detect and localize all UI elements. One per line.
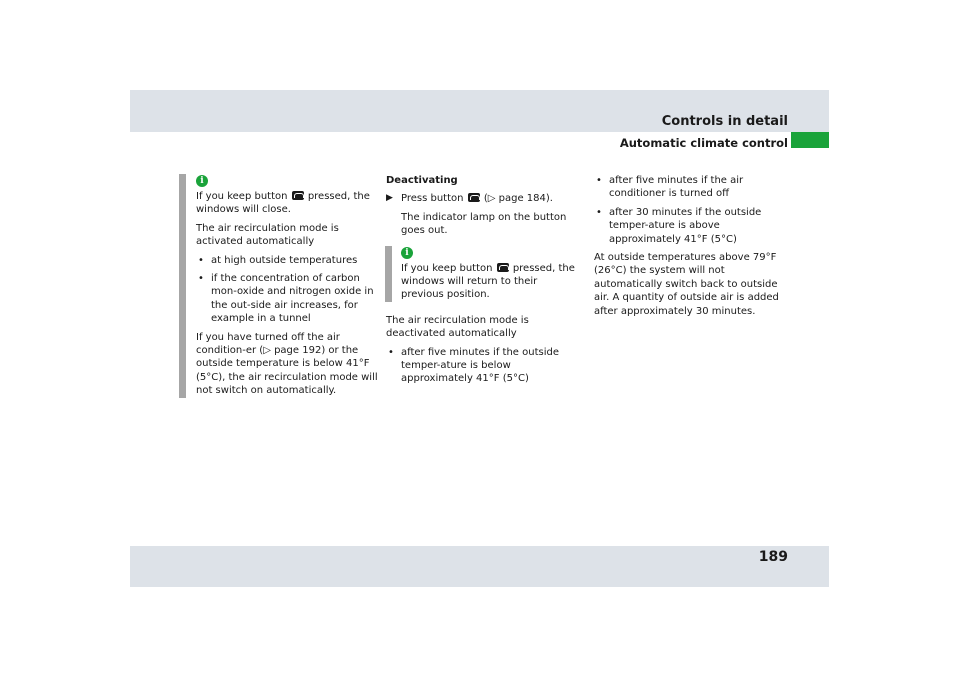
info-icon: i [401,247,413,259]
note-bar [385,246,392,302]
page-ref-arrow-icon: ▷ [263,345,271,357]
column-1 [196,174,378,410]
note-paragraph: If you have turned off the air condition-er (▷ page 192) or the outside temperature is below 41°F (5°C), the air recirculation mode will not switch on automatically. [196,331,378,397]
paragraph: At outside temperatures above 79°F (26°C) the system will not automatically switch back to outside air. A quantity of outside air is added after approximately 30 minutes. [594,252,779,317]
recirculation-button-icon [468,193,480,202]
info-note [196,174,378,398]
column-2 [386,174,581,391]
note-text: If you keep button pressed, the windows will close. [196,191,370,216]
recirculation-button-icon [497,263,509,272]
note-bar [179,174,186,398]
page-section-title: Automatic climate control [619,136,788,150]
page-reference[interactable]: page 192 [270,345,322,357]
section-heading: Deactivating [386,175,458,186]
instruction-step: ▶ Press button (▷ page 184). [386,193,553,205]
recirculation-button-icon [292,191,304,200]
column-3 [594,174,794,323]
list-item: • after five minutes if the outside temper-ature is below approximately 41°F (5°C) [386,346,581,386]
paragraph: The air recirculation mode is deactivated automatically [386,314,529,340]
list-item: • if the concentration of carbon mon-oxide and nitrogen oxide in the out-side air increases, for example in a tunnel [196,272,378,326]
info-note [386,246,581,302]
step-result: The indicator lamp on the button goes out. [401,211,567,237]
info-icon: i [196,175,208,187]
page-header-title: Controls in detail [661,114,788,129]
step-arrow-icon: ▶ [386,193,393,204]
page-number: 189 [758,549,788,565]
note-text: If you keep button pressed, the windows will return to their previous position. [401,262,575,301]
list-item: • at high outside temperatures [196,254,378,267]
footer-band [130,546,829,587]
page-reference[interactable]: page 184). [495,193,553,205]
page-ref-arrow-icon: ▷ [487,193,496,205]
section-tab [791,132,829,148]
list-item: • after 30 minutes if the outside temper-ature is above approximately 41°F (5°C) [594,206,794,246]
note-intro: The air recirculation mode is activated automatically [196,222,339,248]
list-item: • after five minutes if the air conditioner is turned off [594,174,794,201]
